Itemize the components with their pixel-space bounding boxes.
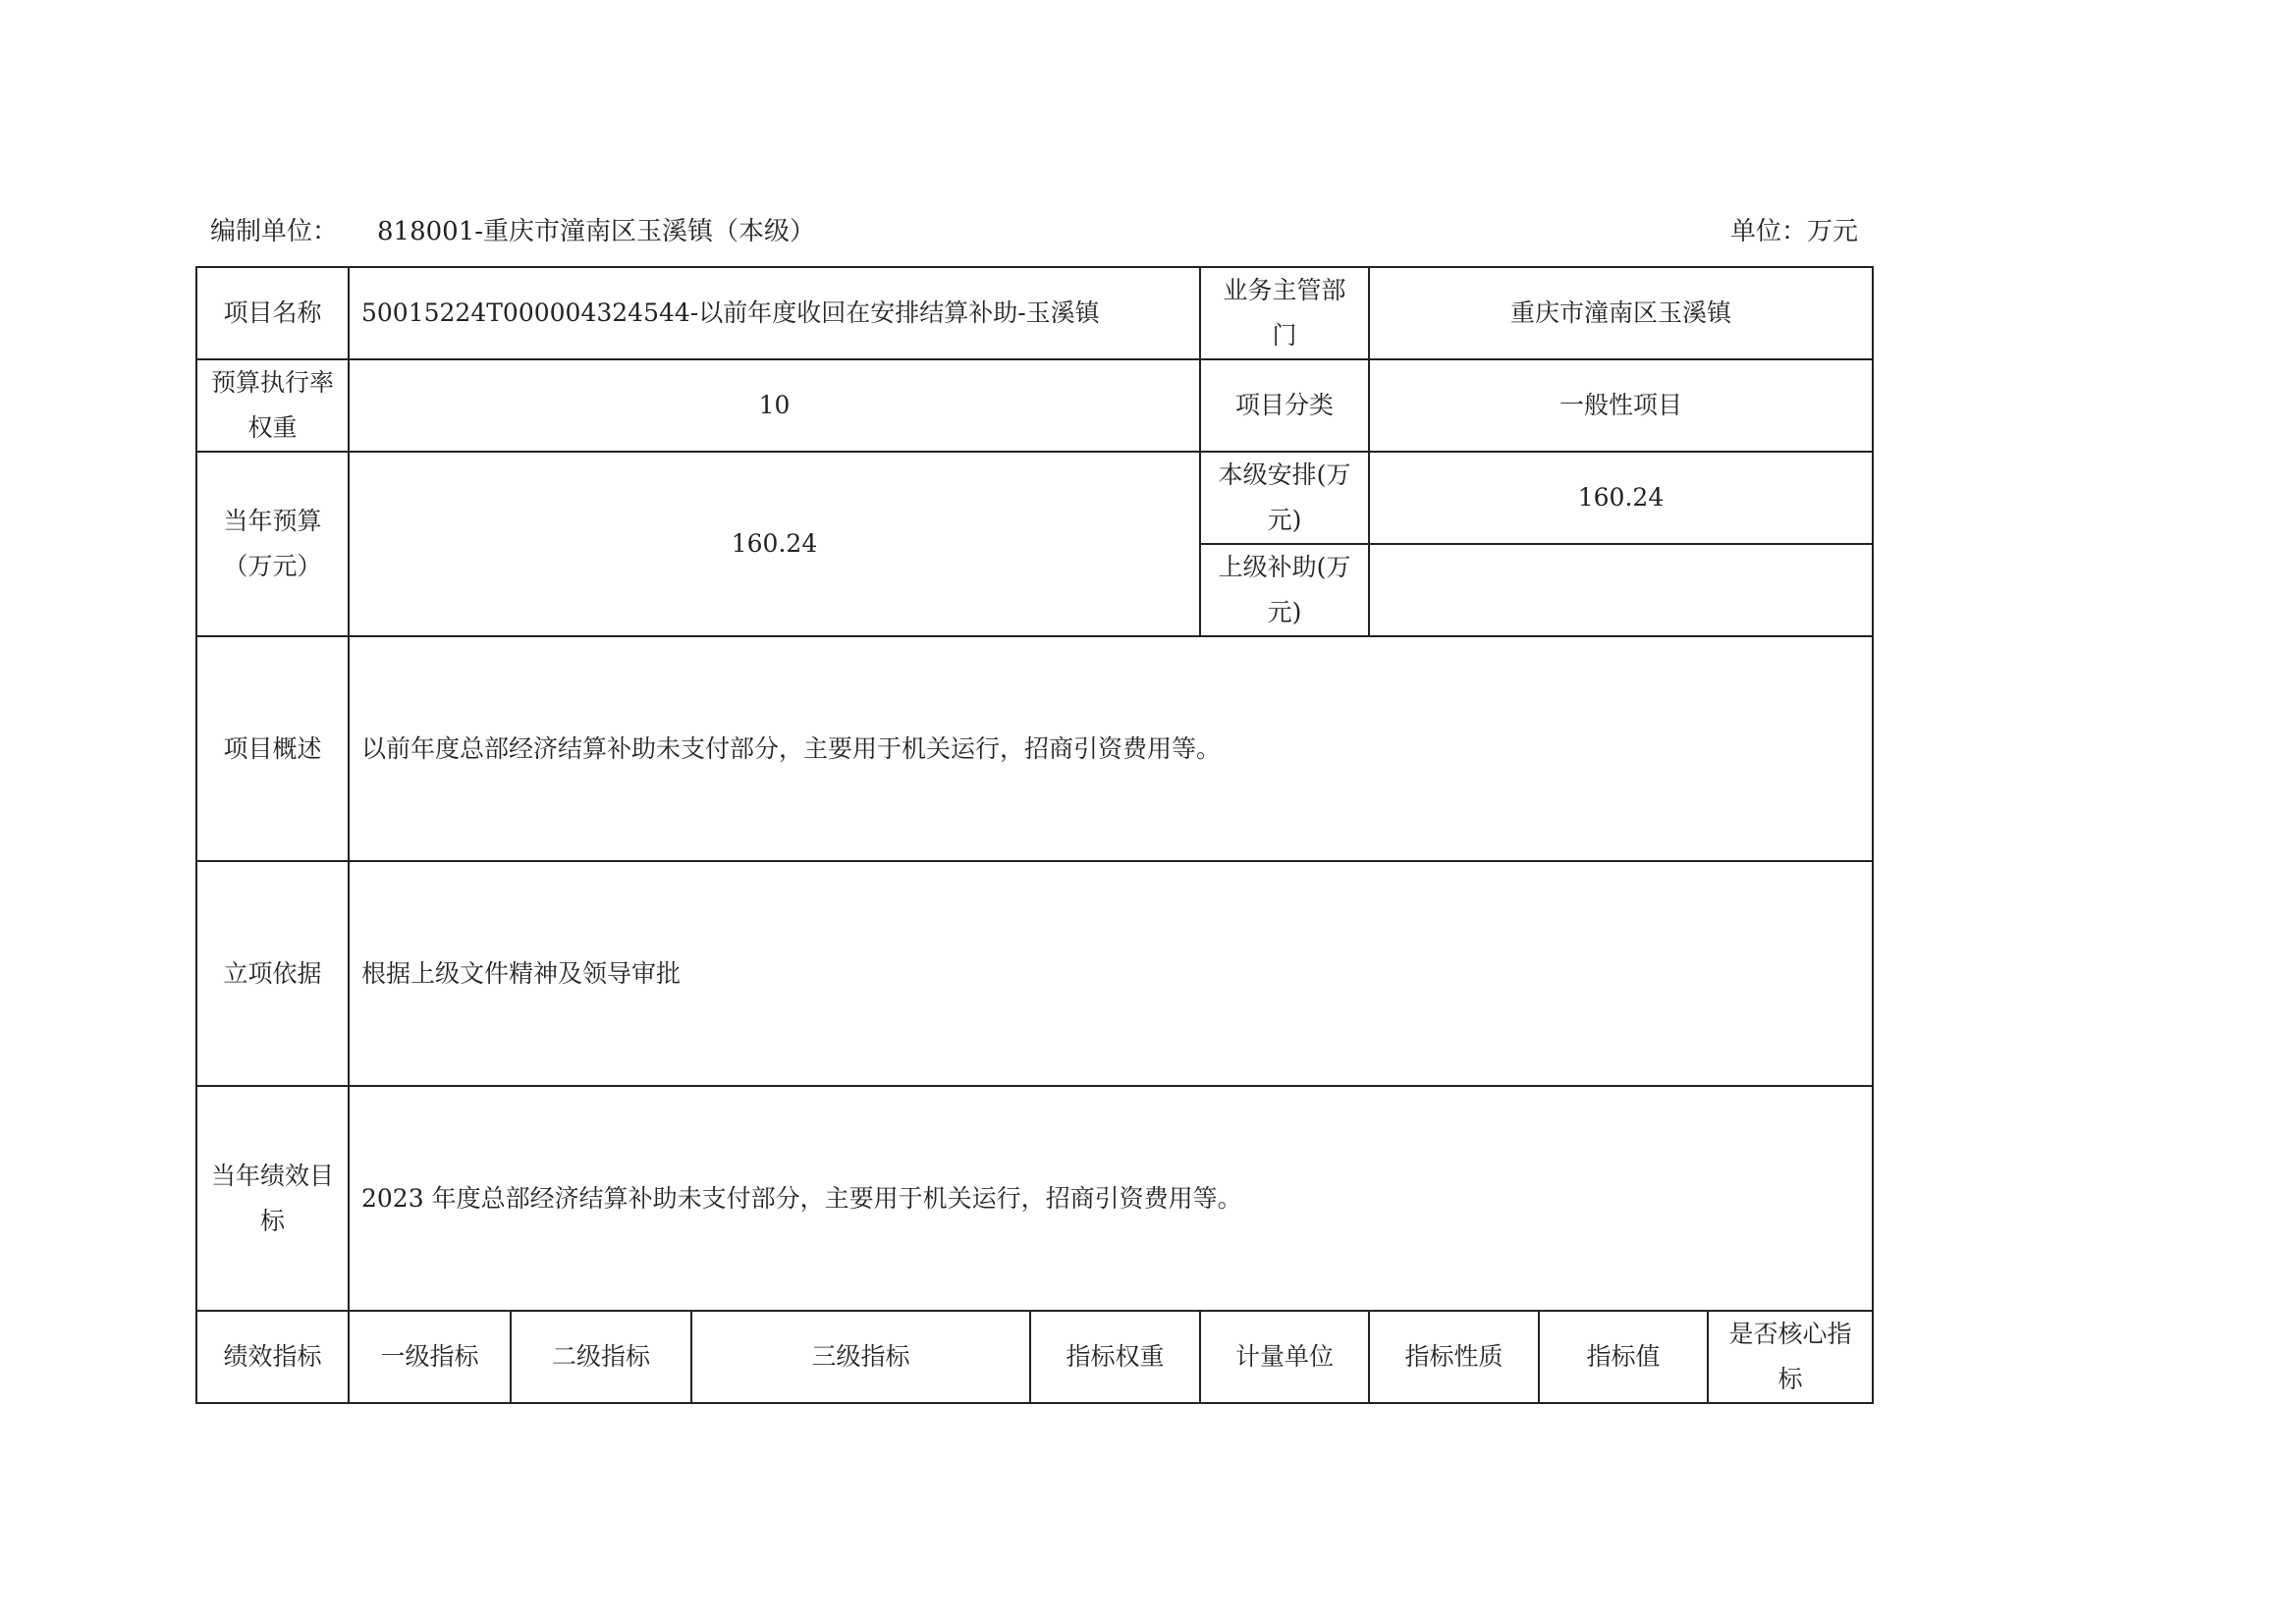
project-name-label: 项目名称 — [196, 267, 349, 359]
project-name-row — [196, 267, 1873, 359]
budget-row — [196, 452, 1873, 544]
unit-label: 编制单位： — [210, 217, 339, 246]
project-name-value: 50015224T000004324544-以前年度收回在安排结算补助-玉溪镇 — [349, 267, 1200, 359]
overview-row — [196, 636, 1873, 861]
indicator-col-core: 是否核心指标 — [1708, 1311, 1873, 1403]
indicator-col-level1: 一级指标 — [349, 1311, 511, 1403]
indicator-col-level2: 二级指标 — [511, 1311, 691, 1403]
budget-value: 160.24 — [349, 452, 1200, 636]
upper-label: 上级补助(万元) — [1200, 544, 1369, 636]
basis-value: 根据上级文件精神及领导审批 — [349, 861, 1873, 1086]
project-performance-table — [195, 266, 1874, 1404]
category-value: 一般性项目 — [1369, 359, 1873, 452]
dept-label: 业务主管部门 — [1200, 267, 1369, 359]
dept-value: 重庆市潼南区玉溪镇 — [1369, 267, 1873, 359]
upper-value — [1369, 544, 1873, 636]
weight-row — [196, 359, 1873, 452]
weight-label: 预算执行率权重 — [196, 359, 349, 452]
indicator-col-level3: 三级指标 — [691, 1311, 1030, 1403]
local-value: 160.24 — [1369, 452, 1873, 544]
header-unit — [210, 214, 815, 249]
overview-label: 项目概述 — [196, 636, 349, 861]
indicator-col-unit: 计量单位 — [1200, 1311, 1369, 1403]
unit-value: 818001-重庆市潼南区玉溪镇（本级） — [377, 217, 816, 246]
indicator-col-weight: 指标权重 — [1030, 1311, 1200, 1403]
budget-label: 当年预算（万元） — [196, 452, 349, 636]
currency-label: 单位：万元 — [1730, 217, 1859, 246]
goal-label: 当年绩效目标 — [196, 1086, 349, 1311]
indicator-row-label: 绩效指标 — [196, 1311, 349, 1403]
basis-label: 立项依据 — [196, 861, 349, 1086]
category-label: 项目分类 — [1200, 359, 1369, 452]
indicator-col-value: 指标值 — [1539, 1311, 1708, 1403]
overview-value: 以前年度总部经济结算补助未支付部分，主要用于机关运行，招商引资费用等。 — [349, 636, 1873, 861]
goal-row — [196, 1086, 1873, 1311]
goal-value: 2023 年度总部经济结算补助未支付部分，主要用于机关运行，招商引资费用等。 — [349, 1086, 1873, 1311]
basis-row — [196, 861, 1873, 1086]
weight-value: 10 — [349, 359, 1200, 452]
indicator-header-row — [196, 1311, 1873, 1403]
local-label: 本级安排(万元) — [1200, 452, 1369, 544]
indicator-col-nature: 指标性质 — [1369, 1311, 1539, 1403]
